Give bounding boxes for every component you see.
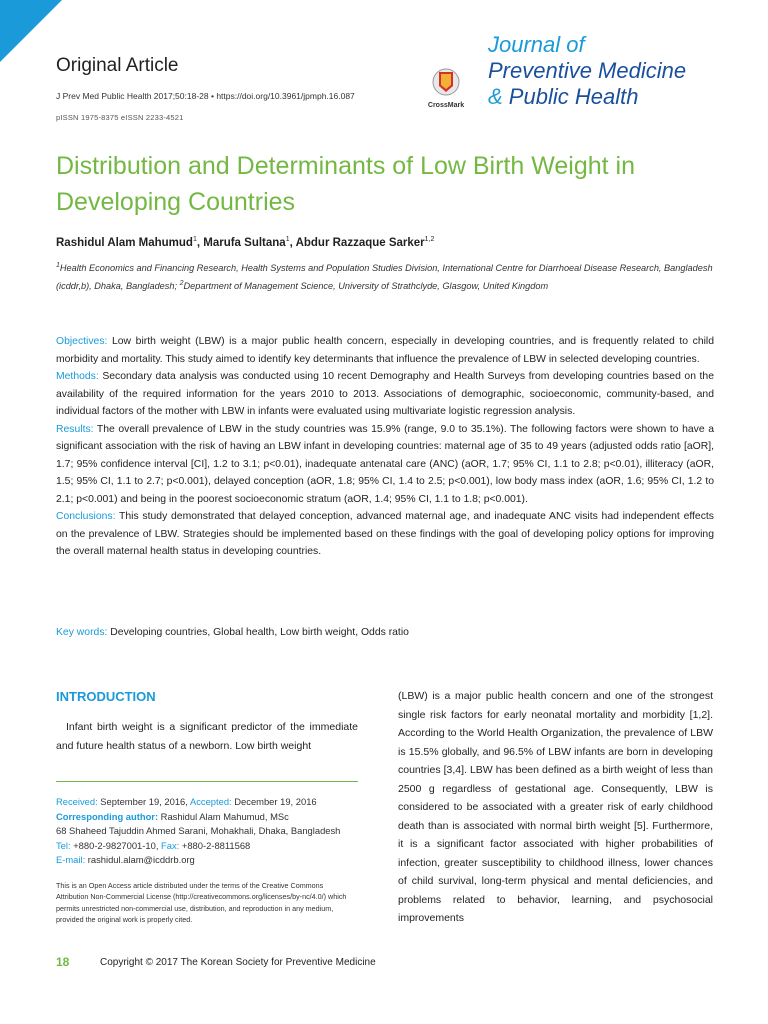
introduction-continued: (LBW) is a major public health concern and one of the strongest single risk factors for early neonatal mortality and morbidity [1,2]. According to the World Health Organization, the prevalence of LBW is 15.5% globally, and 96.5% of LBW infants are born in developing countries [3,4]. LBW has been defined as a birth weight of less than 2500 g regardless of gestational age. Consequently, LBW is considered to be associated with a greater risk of early childhood death than is associated with normal birth weight [5]. Furthermore, it is a significant factor associated with higher probabilities of infection, greater susceptibility to childhood illness, lower chances of child survival, long-term physical and mental deficiencies, and problems related to behavior, learning, and psychosocial improvements (398, 690, 713, 924)
author-separator: , (289, 236, 296, 249)
email-address[interactable]: rashidul.alam@icddrb.org (85, 854, 195, 865)
affiliations (56, 258, 721, 294)
fax-number: +880-2-8811568 (179, 839, 251, 851)
abstract (56, 333, 714, 561)
received-date: September 19, 2016, (97, 796, 190, 807)
results-label: Results: (56, 423, 94, 435)
email-label: E-mail: (56, 854, 86, 865)
author-name: Abdur Razzaque Sarker (295, 236, 425, 249)
page-number: 18 (56, 955, 70, 969)
received-label: Received: (56, 796, 98, 807)
article-title: Distribution and Determinants of Low Birth Weight in Developing Countries (56, 152, 635, 216)
affil2-text: Department of Management Science, University of Strathclyde, Glasgow, United Kingdom (183, 281, 549, 292)
abstract-methods (56, 368, 714, 421)
methods-text: Secondary data analysis was conducted using 10 recent Demography and Health Surveys from developing countries based on the availability of the required information for the years 2010 to 2013. Associations of demographic, socioeconomic, community-based, and individual factors of the mother with LBW in infants were evaluated using multivariate logistic regression analysis. (56, 371, 714, 417)
contact-line (56, 839, 366, 854)
methods-label: Methods: (56, 371, 99, 382)
abstract-results (56, 421, 714, 509)
corresponding-line (56, 810, 366, 825)
results-text: The overall prevalence of LBW in the study countries was 15.9% (range, 9.0 to 35.1%). The following factors were shown to have a significant association with the risk of having an LBW infant in developing countries: maternal age of 35 to 49 years (adjusted odds ratio [aOR], 1.7; 95% confidence interval [CI], 1.2 to 3.1; p<0.01), inadequate antenatal care (ANC) (aOR, 1.7; 95% CI, 1.1 to 2.8; p<0.01), illiteracy (aOR, 1.5; 95% CI, 1.1 to 2.7; p<0.001), delayed conception (aOR, 1.8; 95% CI, 1.4 to 2.5; p<0.001), low body mass index (aOR, 1.6; 95% CI, 1.2 to 2.1; p<0.001) and being in the poorest socioeconomic stratum (aOR, 1.4; 95% CI, 1.1 to 1.8; p<0.001). (56, 423, 714, 505)
author-name: Rashidul Alam Mahumud (56, 236, 193, 249)
conclusions-label: Conclusions: (56, 511, 116, 522)
affil1-sup: 1 (56, 262, 60, 269)
journal-name (488, 32, 686, 110)
conclusions-text: This study demonstrated that delayed conception, advanced maternal age, and inadequate ANC visits had independent effects on the prevalence of LBW. Strategies should be implemented based on these findings with the goal of developing policy options for improving the overall maternal health status in developing countries. (56, 511, 714, 557)
keywords (56, 627, 409, 638)
journal-line3-text: Public Health (502, 84, 639, 109)
author-affil-sup: 1 (192, 236, 197, 243)
author-affil-sup: 1 (285, 236, 290, 243)
abstract-conclusions (56, 508, 714, 561)
journal-ampersand: & (488, 84, 503, 109)
author-name: Marufa Sultana (203, 236, 286, 249)
keywords-label: Key words: (56, 627, 108, 638)
issn-line: pISSN 1975-8375 eISSN 2233-4521 (56, 113, 184, 122)
email-line (56, 853, 366, 868)
crossmark-logo-icon[interactable] (424, 66, 468, 116)
crossmark-label: CrossMark (427, 102, 465, 109)
tel-label: Tel: (56, 839, 71, 851)
introduction-paragraph: Infant birth weight is a significant predictor of the immediate and future health status of a newborn. Low birth weight (56, 721, 358, 752)
objectives-text: Low birth weight (LBW) is a major public health concern, especially in developing countries, and is frequently related to child morbidity and mortality. This study aimed to identify key determinants that influence the prevalence of LBW in selected developing countries. (56, 336, 714, 365)
journal-line2: Preventive Medicine (488, 58, 687, 83)
corresponding-label: Corresponding author: (56, 810, 159, 822)
license-note: This is an Open Access article distributed under the terms of the Creative Commons Attribution Non-Commercial License (http://creativecommons.org/licenses/by-nc/4.0/) which permits unrestricted non-commercial use, distribution, and reproduction in any medium, provided the original work is properly cited. (56, 881, 347, 924)
author-affil-sup: 1,2 (424, 236, 435, 243)
journal-line1: Journal of (488, 32, 585, 57)
author-separator: , (196, 236, 204, 249)
abstract-objectives (56, 333, 714, 368)
citation-line[interactable]: J Prev Med Public Health 2017;50:18-28 • https://doi.org/10.3961/jpmph.16.087 (56, 91, 355, 101)
objectives-label: Objectives: (56, 336, 108, 347)
keywords-text: Developing countries, Global health, Low birth weight, Odds ratio (107, 627, 409, 638)
copyright: Copyright © 2017 The Korean Society for Preventive Medicine (100, 957, 376, 968)
footnote-divider (56, 781, 358, 782)
introduction-heading: INTRODUCTION (56, 689, 156, 704)
journal-line3 (488, 84, 686, 110)
corresponding-author: Rashidul Alam Mahumud, MSc (158, 810, 289, 822)
corner-decoration (0, 0, 62, 62)
fax-label: Fax: (161, 839, 180, 851)
affil1-text: Health Economics and Financing Research, Health Systems and Population Studies Division, International Centre for Diarrhoeal Disease Research, Bangladesh (icddr,b), Dhaka, Bangladesh; (56, 263, 713, 292)
article-type: Original Article (56, 55, 179, 76)
accepted-date: December 19, 2016 (231, 796, 317, 807)
address-line: 68 Shaheed Tajuddin Ahmed Sarani, Mohakhali, Dhaka, Bangladesh (56, 825, 341, 836)
tel-number: +880-2-9827001-10, (70, 839, 162, 851)
dates-line (56, 795, 366, 810)
author-list (56, 236, 434, 249)
affil2-sup: 2 (179, 280, 184, 288)
accepted-label: Accepted: (189, 796, 232, 807)
article-info (56, 795, 366, 868)
